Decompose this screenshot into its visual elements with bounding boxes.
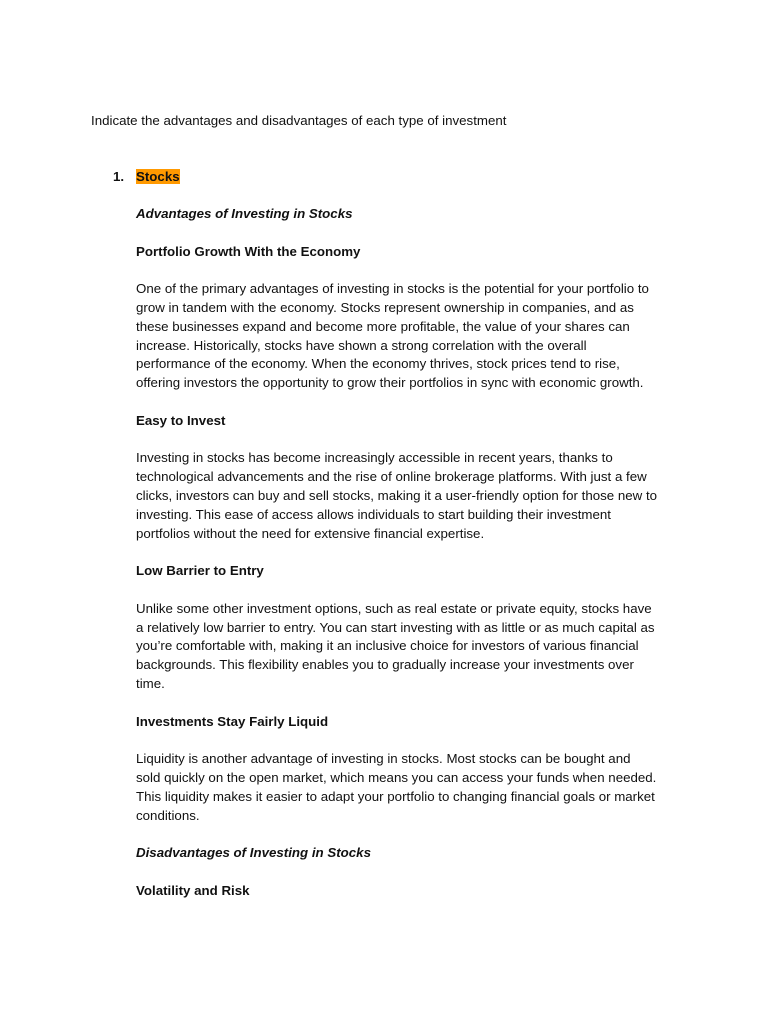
paragraph-line: sold quickly on the open market, which means you can access your funds when needed. [136, 769, 657, 785]
advantages-heading: Advantages of Investing in Stocks [136, 206, 353, 221]
paragraph-line: increase. Historically, stocks have shown a strong correlation with the overall [136, 337, 587, 353]
paragraph-line: One of the primary advantages of investing in stocks is the potential for your portfolio to [136, 281, 649, 297]
paragraph-line: grow in tandem with the economy. Stocks represent ownership in companies, and as [136, 299, 634, 315]
paragraph-line: This liquidity makes it easier to adapt your portfolio to changing financial goals or market [136, 788, 655, 804]
section-paragraph [136, 600, 696, 694]
paragraph-line: Unlike some other investment options, such as real estate or private equity, stocks have [136, 600, 652, 616]
document-content [136, 205, 696, 919]
paragraph-line: Liquidity is another advantage of investing in stocks. Most stocks can be bought and [136, 751, 631, 767]
section-heading: Low Barrier to Entry [136, 563, 264, 579]
list-item-stocks [113, 168, 180, 186]
section-heading: Investments Stay Fairly Liquid [136, 713, 329, 729]
paragraph-line: backgrounds. This flexibility enables you to gradually increase your investments over [136, 657, 634, 673]
intro-text: Indicate the advantages and disadvantages of each type of investment [91, 113, 507, 128]
section-paragraph [136, 449, 696, 543]
paragraph-line: these businesses expand and become more profitable, the value of your shares can [136, 318, 630, 334]
paragraph-line: you’re comfortable with, making it an inclusive choice for investors of various financial [136, 638, 639, 654]
paragraph-line: performance of the economy. When the economy thrives, stock prices tend to rise, [136, 356, 620, 372]
paragraph-line: investing. This ease of access allows individuals to start building their investment [136, 506, 611, 522]
section-paragraph [136, 280, 696, 393]
list-title-highlighted: Stocks [136, 169, 180, 184]
list-number: 1. [113, 169, 125, 184]
section-heading: Volatility and Risk [136, 882, 250, 898]
paragraph-line: time. [136, 675, 165, 691]
paragraph-line: offering investors the opportunity to grow their portfolios in sync with economic growth. [136, 375, 644, 391]
section-heading: Portfolio Growth With the Economy [136, 243, 361, 259]
paragraph-line: conditions. [136, 807, 200, 823]
section-paragraph [136, 750, 696, 825]
paragraph-line: clicks, investors can buy and sell stocks, making it a user-friendly option for those new to [136, 487, 658, 503]
paragraph-line: portfolios without the need for extensive financial expertise. [136, 525, 485, 541]
paragraph-line: a relatively low barrier to entry. You can start investing with as little or as much capital as [136, 619, 655, 635]
disadvantages-heading: Disadvantages of Investing in Stocks [136, 845, 371, 861]
section-heading: Easy to Invest [136, 412, 226, 428]
paragraph-line: Investing in stocks has become increasingly accessible in recent years, thanks to [136, 450, 613, 466]
paragraph-line: technological advancements and the rise of online brokerage platforms. With just a few [136, 469, 647, 485]
